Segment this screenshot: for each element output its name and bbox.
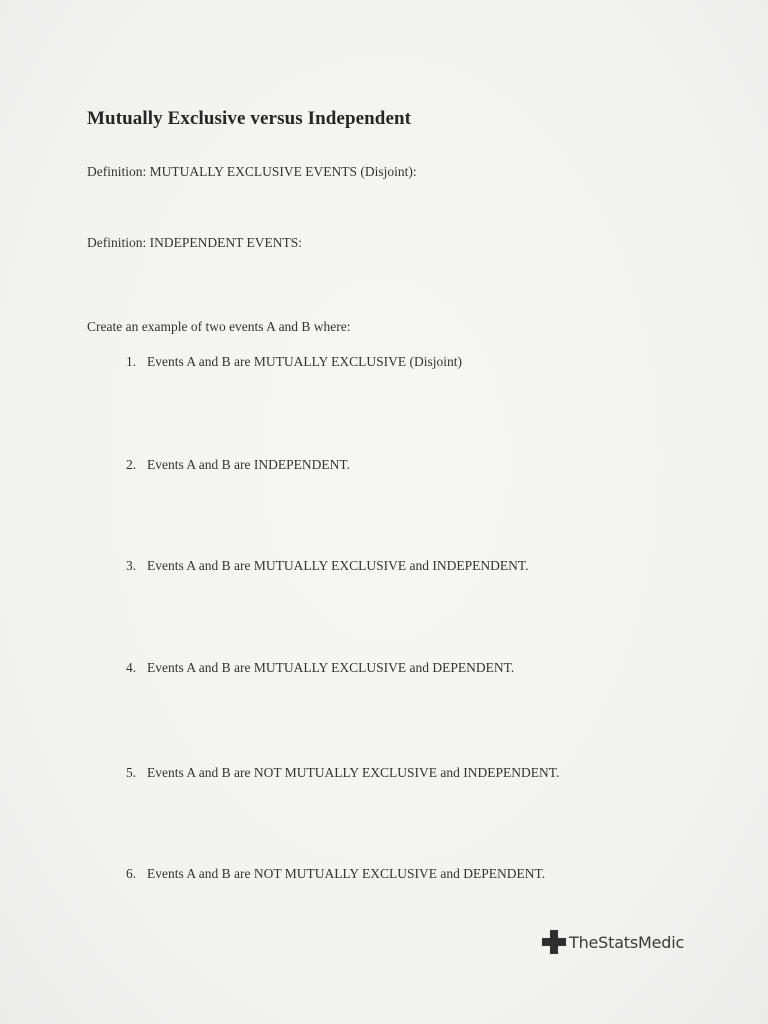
list-item-1 [126, 354, 462, 370]
definition-mutually-exclusive: Definition: MUTUALLY EXCLUSIVE EVENTS (Disjoint): [87, 164, 417, 179]
thestatsmedic-logo [540, 928, 684, 956]
list-item-text: Events A and B are NOT MUTUALLY EXCLUSIVE and INDEPENDENT. [147, 765, 560, 780]
list-item-5 [126, 765, 559, 781]
list-item-number: 3. [126, 558, 137, 573]
list-item-number: 2. [126, 457, 137, 472]
page-title: Mutually Exclusive versus Independent [87, 108, 412, 129]
list-item-number: 1. [126, 354, 137, 369]
list-item-6 [126, 866, 545, 882]
list-item-text: Events A and B are INDEPENDENT. [147, 457, 350, 472]
list-item-number: 6. [126, 866, 137, 881]
list-item-4 [126, 660, 514, 676]
list-item-text: Events A and B are MUTUALLY EXCLUSIVE and DEPENDENT. [147, 660, 515, 675]
list-item-number: 4. [126, 660, 137, 675]
instruction-prompt: Create an example of two events A and B where: [87, 319, 351, 334]
list-item-text: Events A and B are NOT MUTUALLY EXCLUSIVE and DEPENDENT. [147, 866, 546, 881]
medical-cross-icon [540, 928, 568, 956]
list-item-2 [126, 457, 350, 473]
logo-text: TheStatsMedic [569, 932, 685, 952]
list-item-3 [126, 558, 528, 574]
list-item-number: 5. [126, 765, 137, 780]
definition-independent: Definition: INDEPENDENT EVENTS: [87, 235, 302, 250]
list-item-text: Events A and B are MUTUALLY EXCLUSIVE and INDEPENDENT. [147, 558, 529, 573]
list-item-text: Events A and B are MUTUALLY EXCLUSIVE (Disjoint) [147, 354, 462, 369]
